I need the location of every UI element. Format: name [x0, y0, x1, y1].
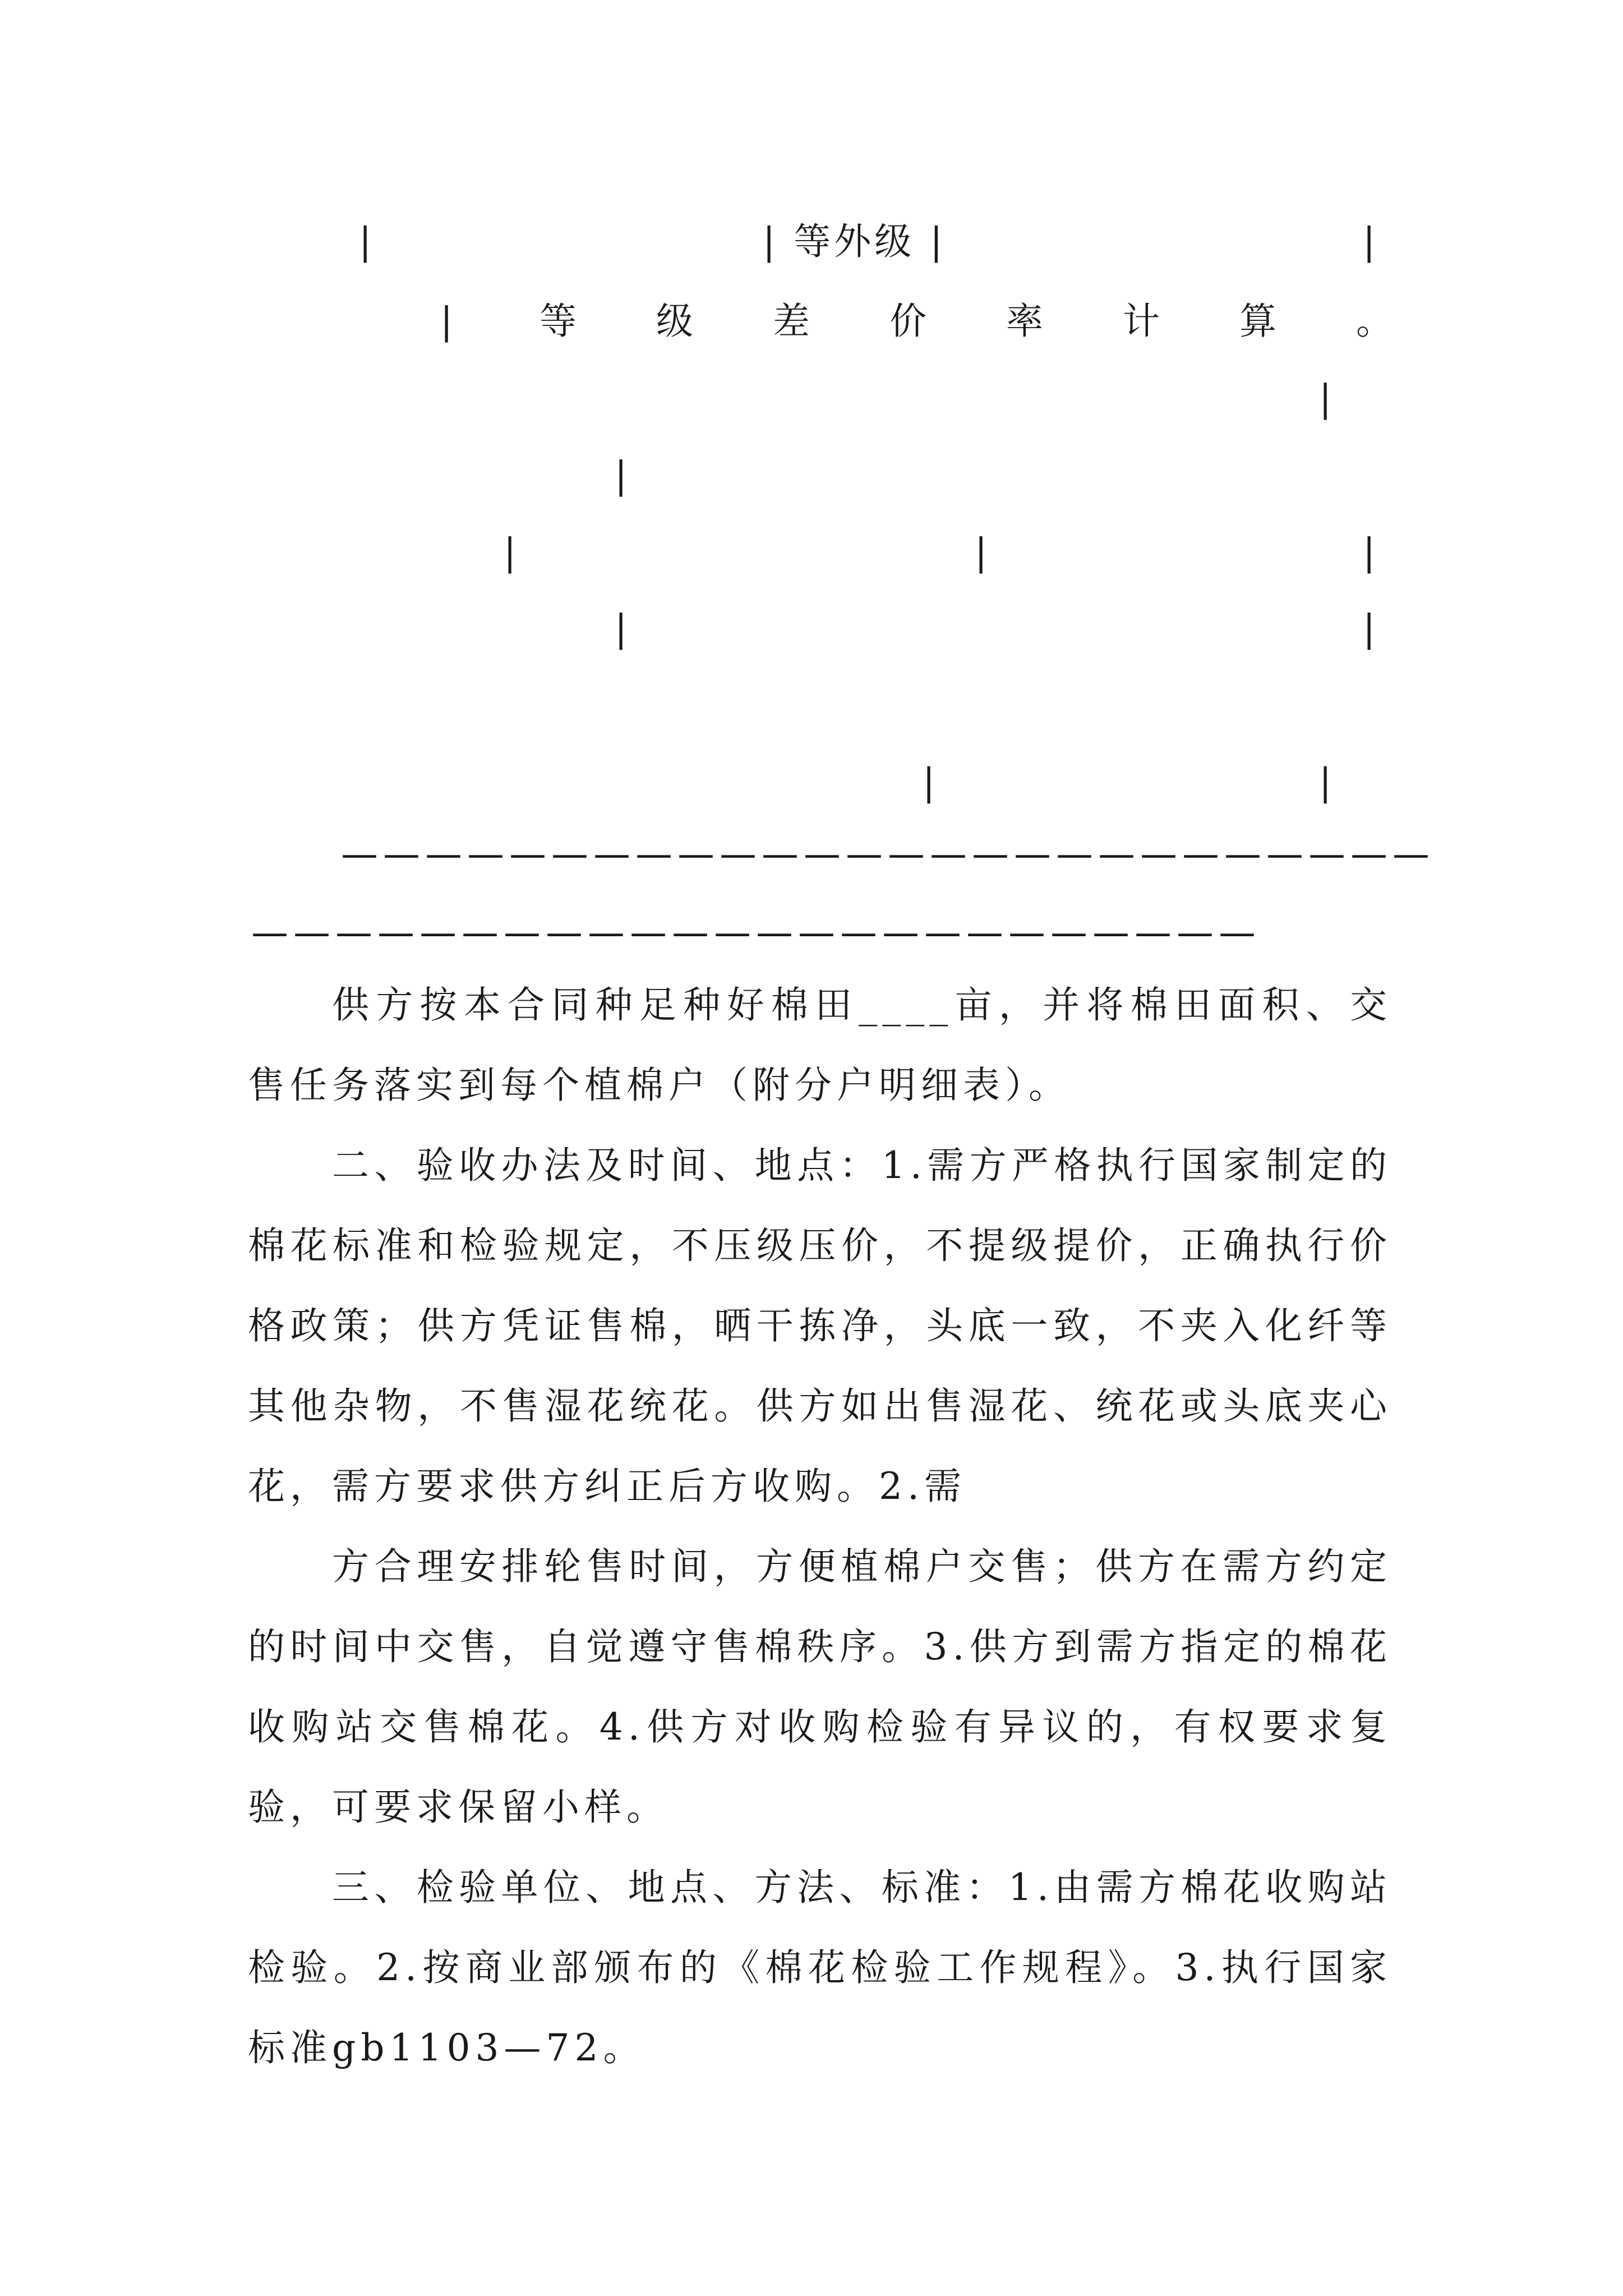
paragraph-acceptance-method: 二、验收办法及时间、地点：1.需方严格执行国家制定的棉花标准和检验规定，不压级压价，不提级提价，正确执行价格政策；供方凭证售棉，晒干拣净，头底一致，不夹入化纤等其他杂物，不售湿花统花。供方如出售湿花、统花或头底夹心花，需方要求供方纠正后方收购。2.需: [248, 1144, 1392, 1508]
table-border-bar: |: [440, 300, 453, 343]
grade-diff-char: 级: [656, 300, 693, 343]
table-border-bar: |: [615, 607, 628, 650]
table-border-bar: |: [1319, 761, 1332, 804]
dash-separator: ————————————————————————: [251, 911, 1261, 954]
grade-diff-char: 差: [773, 300, 810, 343]
grade-diff-char: 价: [889, 300, 926, 343]
dash-separator: ——————————————————————————: [341, 832, 1435, 876]
table-border-bar: |: [923, 761, 935, 804]
grade-diff-char: 算: [1239, 300, 1276, 343]
table-border-bar: |: [615, 454, 628, 497]
grade-diff-char: 等: [540, 300, 577, 343]
grade-diff-char: 计: [1123, 300, 1160, 343]
table-border-bar: |: [359, 220, 372, 263]
grade-outside-cell: | 等外级 |: [763, 220, 946, 263]
table-border-bar: |: [1363, 607, 1376, 650]
contract-body: [248, 965, 1392, 2088]
table-border-bar: |: [975, 531, 988, 574]
paragraph-planting-area: 供方按本合同种足种好棉田____亩，并将棉田面积、交售任务落实到每个植棉户（附分户明细表）。: [248, 983, 1392, 1107]
grade-diff-char: 率: [1006, 300, 1043, 343]
table-border-bar: |: [1363, 220, 1376, 263]
table-border-bar: |: [1363, 531, 1376, 574]
table-border-bar: |: [504, 531, 517, 574]
grade-diff-char: 。: [1356, 300, 1393, 343]
paragraph-inspection: 三、检验单位、地点、方法、标准：1.由需方棉花收购站检验。2.按商业部颁布的《棉花检验工作规程》。3.执行国家标准gb1103—72。: [248, 1866, 1392, 2069]
paragraph-sales-schedule: 方合理安排轮售时间，方便植棉户交售；供方在需方约定的时间中交售，自觉遵守售棉秩序。3.供方到需方指定的棉花收购站交售棉花。4.供方对收购检验有异议的，有权要求复验，可要求保留小样。: [248, 1545, 1392, 1829]
table-border-bar: |: [1319, 377, 1332, 420]
